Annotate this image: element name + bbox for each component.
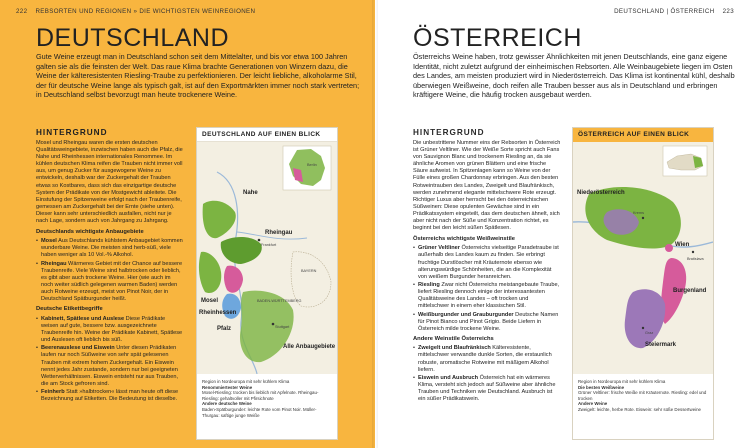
berlin-label: Berlin (307, 163, 317, 167)
germany-map-caption: Region in Nordeuropa mit sehr kühlem Klima Renommiertester Weine Mosel-Riesling: trocken bis lieblich mit Apfelnote. Rheingau-Riesling: gehaltvoller mit Pfirsichnote Andere deutsche Weine Baden-Spätburgunder: leichte Rote vom Pinot Noir. Müller-Thurgau: saftige junge Weiße (202, 379, 319, 418)
niederoesterreich-label: Niederösterreich (577, 190, 625, 196)
hintergrund-heading-germany: HINTERGRUND (36, 128, 108, 137)
germany-map-title: DEUTSCHLAND AUF EINEN BLICK (197, 128, 337, 142)
rheingau-label: Rheingau (265, 230, 293, 236)
nahe-label: Nahe (243, 190, 258, 196)
weiss-heading: Österreichs wichtigste Weißweinstile (413, 236, 516, 243)
andere-list (413, 345, 561, 403)
list-item: • Weißburgunder und Grauburgunder Deutsche Namen für Pinot Bianco und Pinot Grigio. Beide Liefern in Österreich milde trockene Weine. (413, 312, 561, 333)
wien-label: Wien (675, 242, 690, 248)
page-number-left: 222 (16, 8, 28, 15)
krems-label: Krems (633, 211, 644, 215)
wien-region (665, 244, 673, 252)
mosel-label: Mosel (201, 298, 219, 304)
section-title-right: DEUTSCHLAND | ÖSTERREICH (614, 8, 715, 15)
list-item: • Rheingau Wärmeres Gebiet mit der Chance auf bessere Traubenreife. Viele Weine sind halbtrocken oder lieblich, es gibt aber auch trockene Weine. Hier (wie auch im noch weiter südlich gelegenen warmen Baden) werden auch Rotweine erzeugt, meist von Pinot Noir, der in Deutschland Spätburgunder heißt. (36, 261, 184, 304)
lead-paragraph-germany: Gute Weine erzeugt man in Deutschland schon seit dem Mittelalter, und bis vor etwa 100 Jahren galten sie als die feinsten der Welt. Das raue Klima brachte Generationen von Winzern dazu, die Weine der kälteresistenten Riesling-Traube zu perfektionieren. Der leicht liebliche, alkoholarme Stil, der für deutsche Weine lange als typisch galt, ist auf den Exportmärkten immer noch stark vertreten; in Deutschland selbst bevorzugt man heute trockenere Weine. (36, 52, 360, 100)
running-head-left (10, 8, 255, 15)
alle-anbaugebiete-label: Alle Anbaugebiete (283, 344, 336, 350)
list-item: • Feinherb Statt »halbtrocken« lässt man heute oft diese Bezeichnung auf Etiketten. Die Bedeutung ist dieselbe. (36, 389, 184, 403)
austria-map-caption: Region in Nordeuropa mit sehr kühlem Klima Die besten Weißweine Grüner Veltliner: frische Weiße mit Kräuternote. Riesling: edel und trocken Andere Weine Zweigelt: leichte, herbe Rote. Eiswein: sehr süße Dessertweine (578, 379, 707, 412)
list-item: • Zweigelt und Blaufränkisch Kälteresistente, mittelschwer verwandte dunkle Sorten, die erstaunlich robuste, aromatische Rotweine mit mäßigem Alkohol liefern. (413, 345, 561, 373)
country-title-germany: DEUTSCHLAND (36, 24, 230, 52)
austria-map-box (572, 127, 714, 440)
page-number-right: 223 (722, 8, 734, 15)
andere-heading: Andere Weinstile Österreichs (413, 336, 494, 343)
etikett-heading: Deutsche Etikettbegriffe (36, 306, 103, 313)
list-item: • Kabinett, Spätlese und Auslese Diese Prädikate weisen auf gute, bessere bzw. ausgezeichnete Traubenreife hin. Weine der Prädikate Kabinett, Spätlese und Auslesen oft lieblich bis süß. (36, 316, 184, 344)
hintergrund-heading-austria: HINTERGRUND (413, 128, 485, 137)
burgenland-label: Burgenland (673, 288, 707, 294)
anbau-list (36, 238, 184, 303)
austria-map-title: ÖSTERREICH AUF EINEN BLICK (573, 128, 713, 142)
bayern-label: BAYERN (301, 269, 317, 273)
hintergrund-text-germany: Mosel und Rheingau waren die ersten deutschen Qualitätsweingebiete, inzwischen haben auch die Pfalz, die Nahe und Rheinhessen internationales Renommee. Im kühlen deutschen Klima reifen die Trauben nicht immer voll aus, um genug Zucker für ausgewogene Weine zu entwickeln, deshalb war der Zuckergehalt der Trauben etwas so Kostbares, dass sich das einzigartige deutsche System der Prädikate von der Mostgewicht ableitete. Die Einstufung der Spitzenweine erfolgt nach der Traubenreife, gemessen am Zuckergehalt bei der Ernte (siehe unten). Dieser kann sehr unterschiedlich ausfallen, nicht nur je nach Lage, sondern auch von Jahrgang zu Jahrgang. (36, 140, 183, 225)
book-gutter (372, 0, 378, 448)
right-page (375, 0, 750, 448)
list-item: • Mosel Aus Deutschlands kühlstem Anbaugebiet kommen wunderbare Weine. Die meisten sind herb-süß, viele haben weniger als 10 Vol.-% Alkohol. (36, 238, 184, 259)
anbau-heading: Deutschlands wichtigste Anbaugebiete (36, 229, 144, 236)
hintergrund-text-austria: Die unbestrittene Nummer eins der Rebsorten in Österreich ist Grüner Veltliner. Wie der Weiße Sorte spricht auch Fans von Sauvignon Blanc und trockenem Riesling an, da sie ähnliche Aromen von grünen Blättern und eine frische Säure aufweist. In Spitzenlagen kann so Weine von der Fülle eines großen Chardonnay erbringen. Aus den besten Rotweintrauben des Landes, Zweigelt und Blaufränkisch, werden zunehmend elegante mittelschwere Rote erzeugt. Richtiger Luxus aber herrscht bei den österreichischen Süßweinen: Diese opulenten Gewächse sind in ein Prädikatssystem eingeteilt, das dem deutschen ähnelt, sich aber nicht nach der Süße und Konzentration richtet, es beginnt bei den leicht süßen Spätlesen. (413, 140, 561, 232)
lead-paragraph-austria: Österreichs Weine haben, trotz gewisser Ähnlichkeiten mit jenen Deutschlands, eine ganz eigene Identität, nicht zuletzt aufgrund der einheimischen Rebsorten. Alle Weinbaugebiete liegen im Osten des Landes, am meisten produziert wird in Niederösterreich. Das Klima ist kontinental kühl, deshalb überwiegen Weißweine, doch reifen alle Trauben besser aus als in Deutschland und erbringen kräftigere Weine, die häufig trocken ausgebaut werden. (413, 52, 735, 100)
germany-map-box (196, 127, 338, 440)
austria-map (573, 142, 713, 374)
running-head-right (614, 8, 740, 15)
weiss-list (413, 245, 561, 333)
list-item: • Beerenauslese und Eiswein Unter diesen Prädikaten laufen nur noch Süßweine von sehr spät gelesenen Trauben mit extrem hohem Zuckergehalt. Ein Eiswein nennt jedes Jahr zustande, sondern nur bei geeigneten Wetterverhältnissen. Eiswein entsteht nur aus Trauben, die am Stock gefroren sind. (36, 345, 184, 388)
pfalz-label: Pfalz (217, 326, 232, 332)
bratislava-label: Bratislava (687, 257, 704, 261)
list-item: • Grüner Veltliner Österreichs vielseitige Paradetraube ist außerhalb des Landes kaum zu finden. Sie erbringt fruchtige Durstlöscher mit Kräuternote ebenso wie alterungswürdige Schönheiten, die an die Komplexität von weißem Burgunder heranreichen. (413, 245, 561, 280)
etikett-list (36, 316, 184, 404)
left-text-column (36, 140, 184, 405)
frankfurt-label: Frankfurt (261, 243, 277, 247)
rheinhessen-label: Rheinhessen (199, 310, 237, 316)
baden-label: BADEN-WÜRTTEMBERG (257, 299, 302, 303)
list-item: • Eiswein und Ausbruch Österreich hat ein wärmeres Klima, versteht sich jedoch auf Süßweine aber ähnliche Trauben und Techniken wie Deutschland. Ausbruch ist ein süßer Prädikatswein. (413, 375, 561, 403)
section-title-left: REBSORTEN UND REGIONEN » DIE WICHTIGSTEN WEINREGIONEN (35, 8, 256, 15)
stuttgart-label: Stuttgart (275, 325, 290, 329)
steiermark-label: Steiermark (645, 342, 677, 348)
germany-map (197, 142, 337, 374)
list-item: • Riesling Zwar nicht Österreichs meistangebaute Traube, liefert Riesling dennoch einige der interessantesten Qualitätsweine des Landes – oft trocken und mittelschwer in einem eher klassischen Stil. (413, 282, 561, 310)
country-title-austria: ÖSTERREICH (413, 24, 582, 52)
right-text-column (413, 140, 561, 405)
graz-label: Graz (645, 331, 654, 335)
